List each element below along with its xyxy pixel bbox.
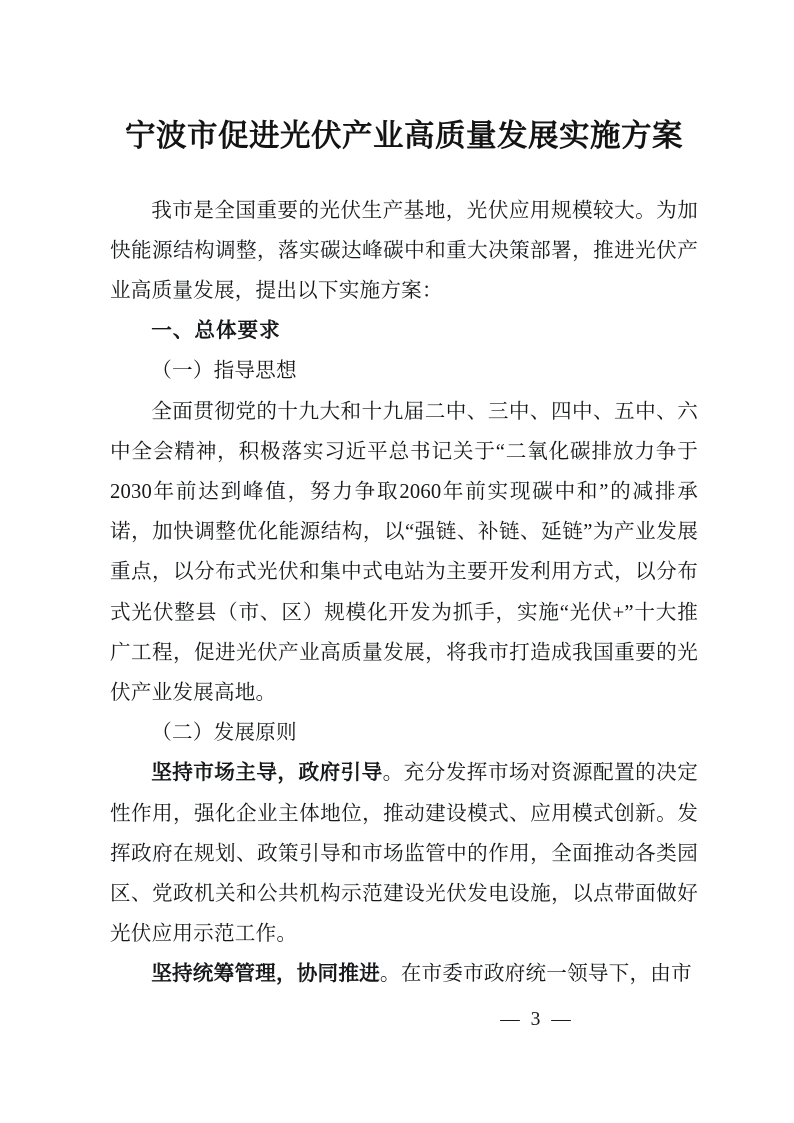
page-number-text: — 3 — bbox=[500, 1009, 574, 1030]
paragraph-principle-market-led bbox=[110, 753, 698, 954]
principle-market-led-lead: 坚持市场主导，政府引导 bbox=[151, 762, 383, 785]
paragraph-intro: 我市是全国重要的光伏生产基地，光伏应用规模较大。为加快能源结构调整，落实碳达峰碳中和重大决策部署，推进光伏产业高质量发展，提出以下实施方案： bbox=[110, 199, 698, 302]
paragraph-guiding-thought-body: 全面贯彻党的十九大和十九届二中、三中、四中、五中、六中全会精神，积极落实习近平总书记关于“二氧化碳排放力争于2030年前达到峰值，努力争取2060年前实现碳中和”的减排承诺，加快调整优化能源结构，以“强链、补链、延链”为产业发展重点，以分布式光伏和集中式电站为主要开发利用方式，以分布式光伏整县（市、区）规模化开发为抓手，实施“光伏+”十大推广工程，促进光伏产业高质量发展，将我市打造成我国重要的光伏产业发展高地。 bbox=[110, 400, 698, 705]
principle-coordinated-body: 。在市委市政府统一领导下，由市 bbox=[379, 963, 692, 986]
subsection-heading-guiding-thought: （一）指导思想 bbox=[151, 360, 297, 383]
principle-coordinated-lead: 坚持统筹管理，协同推进 bbox=[151, 963, 380, 986]
principle-market-led-body: 。充分发挥市场对资源配置的决定性作用，强化企业主体地位，推动建设模式、应用模式创新。发挥政府在规划、政策引导和市场监管中的作用，全面推动各类园区、党政机关和公共机构示范建设光伏发电设施，以点带面做好光伏应用示范工作。 bbox=[110, 762, 699, 946]
page-number bbox=[0, 1009, 794, 1031]
subsection-heading-development-principles: （二）发展原则 bbox=[151, 722, 297, 745]
section-heading-general-requirements: 一、总体要求 bbox=[151, 320, 281, 343]
page-title: 宁波市促进光伏产业高质量发展实施方案 bbox=[125, 119, 683, 153]
paragraph-principle-coordinated bbox=[110, 954, 698, 994]
